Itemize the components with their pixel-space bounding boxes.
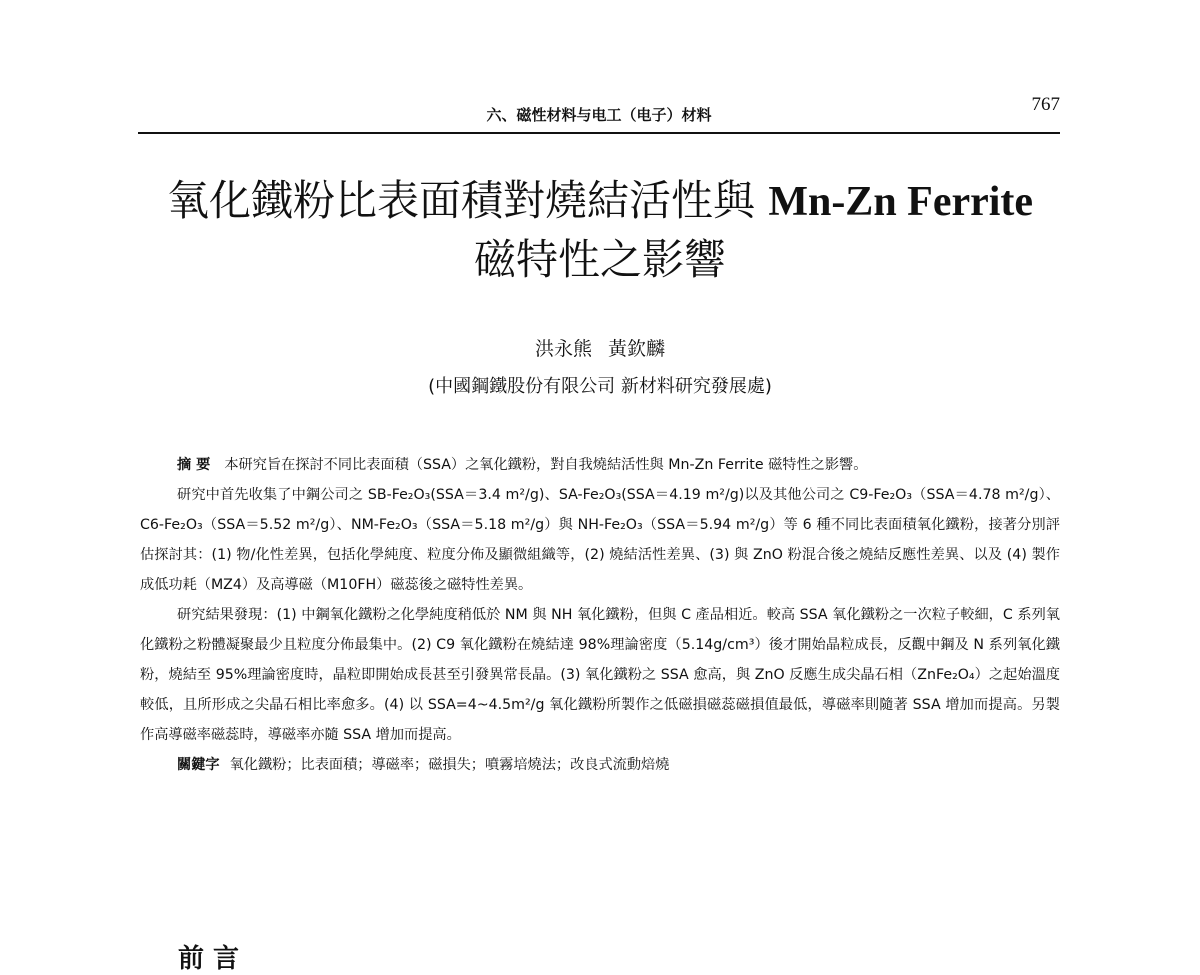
paper-title xyxy=(0,172,1200,289)
abstract xyxy=(140,450,1060,780)
page-number: 767 xyxy=(1031,94,1060,115)
title-latin: Mn-Zn Ferrite xyxy=(768,179,1034,225)
keywords xyxy=(140,750,1060,780)
affiliation: (中國鋼鐵股份有限公司 新材料研究發展處) xyxy=(428,376,772,397)
abstract-paragraph-3: 研究結果發現：(1) 中鋼氧化鐵粉之化學純度稍低於 NM 與 NH 氧化鐵粉，但與 C 產品相近。較高 SSA 氧化鐵粉之一次粒子較細，C 系列氧化鐵粉之粉體凝聚最少且粒度分佈最集中。(2) C9 氧化鐵粉在燒結達 98%理論密度（5.14g/cm³）後才開始晶粒成長，反觀中鋼及 N 系列氧化鐵粉，燒結至 95%理論密度時，晶粒即開始成長甚至引發異常長晶。(3) 氧化鐵粉之 SSA 愈高，與 ZnO 反應生成尖晶石相（ZnFe₂O₄）之起始溫度較低，且所形成之尖晶石相比率愈多。(4) 以 SSA=4~4.5m²/g 氧化鐵粉所製作之低磁損磁蕊磁損值最低，導磁率則隨著 SSA 增加而提高。另製作高導磁率磁蕊時，導磁率亦隨 SSA 增加而提高。 xyxy=(140,607,1060,743)
title-space xyxy=(755,176,768,225)
keywords-label: 關鍵字 xyxy=(177,757,220,773)
authors xyxy=(0,334,1200,361)
keywords-text: 氧化鐵粉；比表面積；導磁率；磁損失；噴霧培燒法；改良式流動焙燒 xyxy=(229,757,670,773)
next-section-heading: 前 言 xyxy=(178,944,240,974)
abstract-paragraph-2: 研究中首先收集了中鋼公司之 SB-Fe₂O₃(SSA＝3.4 m²/g)、SA-Fe₂O₃(SSA＝4.19 m²/g)以及其他公司之 C9-Fe₂O₃（SSA＝4.78 m²/g）、C6-Fe₂O₃（SSA＝5.52 m²/g）、NM-Fe₂O₃（SSA＝5.18 m²/g）與 NH-Fe₂O₃（SSA＝5.94 m²/g）等 6 種不同比表面積氧化鐵粉，接著分別評估探討其：(1) 物/化性差異，包括化學純度、粒度分佈及顯微組織等，(2) 燒結活性差異、(3) 與 ZnO 粉混合後之燒結反應性差異、以及 (4) 製作成低功耗（MZ4）及高導磁（M10FH）磁蕊後之磁特性差異。 xyxy=(140,487,1060,593)
title-line-1 xyxy=(0,172,1200,231)
author-2: 黃欽麟 xyxy=(608,338,666,360)
section-title: 六、磁性材料与电工（电子）材料 xyxy=(486,106,712,124)
abstract-text-1: 本研究旨在探討不同比表面積（SSA）之氧化鐵粉，對自我燒結活性與 Mn-Zn Ferrite 磁特性之影響。 xyxy=(224,457,868,473)
abstract-label: 摘 要 xyxy=(177,457,211,473)
abstract-paragraph-1 xyxy=(140,450,1060,480)
title-cjk: 氧化鐵粉比表面積對燒結活性與 xyxy=(166,176,755,225)
title-line-2: 磁特性之影響 xyxy=(473,235,726,284)
author-1: 洪永熊 xyxy=(534,338,592,360)
running-header xyxy=(138,94,1060,134)
